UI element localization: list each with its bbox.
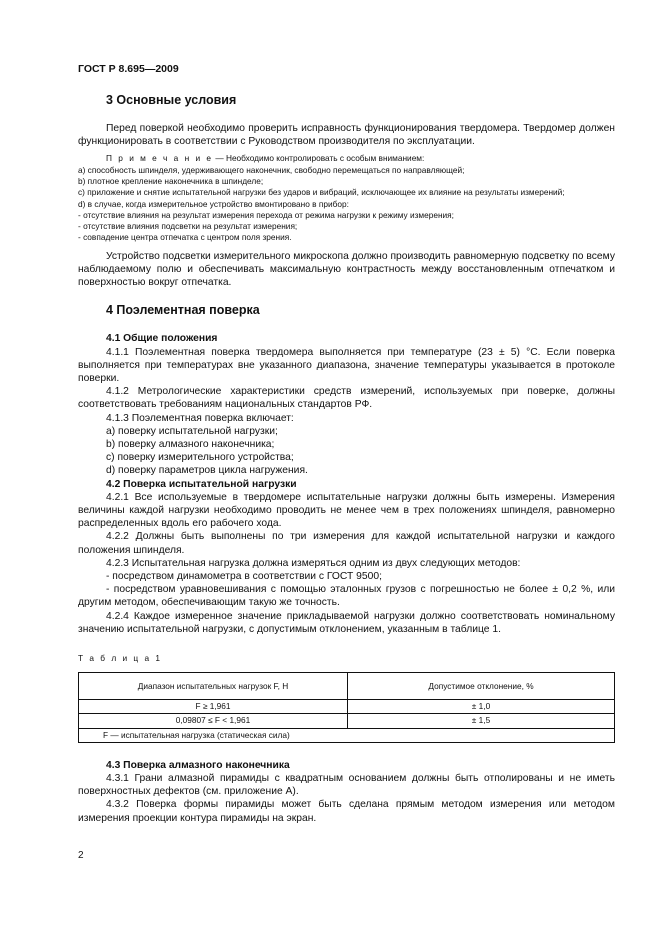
clause-4-2-1: 4.2.1 Все используемые в твердомере испытательные нагрузки должны быть измерены. Измерения величины каждой нагрузки необходимо проводить не менее чем в трех положениях шпинделя, равномерно распределенных вдоль его рабочего хода.: [78, 491, 615, 530]
table-header-row: [79, 673, 615, 700]
clause-4-2-2: 4.2.2 Должны быть выполнены по три измерения для каждой испытательной нагрузки и каждого положения шпинделя.: [78, 531, 615, 556]
note-item: d) в случае, когда измерительное устройство вмонтировано в прибор:: [78, 198, 349, 209]
subsection-4-2-title: 4.2 Поверка испытательной нагрузки: [106, 478, 297, 490]
document-code: ГОСТ Р 8.695—2009: [78, 63, 179, 75]
clause-4-1-2: 4.1.2 Метрологические характеристики средств измерений, используемых при поверке, должны соответствовать требованиям национальных стандартов РФ.: [78, 386, 615, 411]
clause-4-1-3: 4.1.3 Поэлементная поверка включает:: [106, 412, 294, 424]
list-item: d) поверку параметров цикла нагружения.: [106, 465, 308, 477]
table-cell: 0,09807 ≤ F < 1,961: [79, 714, 348, 728]
table-header-cell: Допустимое отклонение, %: [348, 673, 615, 700]
subsection-4-3-title: 4.3 Поверка алмазного наконечника: [106, 759, 290, 771]
list-item: - посредством динамометра в соответствии с ГОСТ 9500;: [106, 571, 382, 583]
clause-4-2-4: 4.2.4 Каждое измеренное значение прикладываемой нагрузки должно соответствовать номинальному значению испытательной нагрузки, с допустимым отклонением, указанным в таблице 1.: [78, 610, 615, 635]
note-item: b) плотное крепление наконечника в шпинделе;: [78, 176, 264, 186]
clause-4-3-2: 4.3.2 Поверка формы пирамиды может быть сделана прямым методом измерения или методом измерения проекции контура пирамиды на экран.: [78, 799, 615, 824]
note-intro: [78, 153, 615, 164]
section-3-paragraph-2: Устройство подсветки измерительного микроскопа должно производить равномерную подсветку по всему наблюдаемому полю и обеспечивать максимальную контрастность между восстановленным отпечатком и поверхностью вокруг отпечатка.: [78, 250, 615, 289]
list-item: b) поверку алмазного наконечника;: [106, 439, 275, 451]
note-item: - отсутствие влияния подсветки на результат измерения;: [78, 221, 298, 232]
list-item: - посредством уравновешивания с помощью эталонных грузов с погрешностью не более ± 0,2 %, или другим методом, обеспечивающим такую же точность.: [78, 584, 615, 609]
table-cell: F ≥ 1,961: [79, 700, 348, 714]
table-cell: ± 1,5: [348, 714, 615, 728]
list-item: с) поверку измерительного устройства;: [106, 452, 294, 464]
tolerance-table: [78, 672, 615, 743]
note-item: а) способность шпинделя, удерживающего наконечник, свободно перемещаться по направляющей;: [78, 164, 465, 175]
clause-4-3-1: 4.3.1 Грани алмазной пирамиды с квадратным основанием должны быть отполированы и не иметь поверхностных дефектов (см. приложение А).: [78, 773, 615, 798]
note-item: - отсутствие влияния на результат измерения перехода от режима нагрузки к режиму измерения;: [78, 209, 454, 220]
section-4-heading: 4 Поэлементная поверка: [106, 303, 260, 318]
table-row: [79, 700, 615, 714]
table-header-cell: Диапазон испытательных нагрузок F, Н: [79, 673, 348, 700]
page-number: 2: [78, 850, 84, 861]
page-content: [78, 93, 615, 825]
section-3-paragraph-1: Перед поверкой необходимо проверить исправность функционирования твердомера. Твердомер должен функционировать в соответствии с Руководством производителя по эксплуатации.: [78, 123, 615, 148]
note-item: - совпадение центра отпечатка с центром поля зрения.: [78, 232, 292, 243]
clause-4-1-1: 4.1.1 Поэлементная поверка твердомера выполняется при температуре (23 ± 5) °С. Если поверка выполняется при температурах вне указанного диапазона, значение температуры указывается в протоколе поверки.: [78, 346, 615, 384]
section-3-heading: 3 Основные условия: [106, 93, 237, 107]
subsection-4-1-title: 4.1 Общие положения: [106, 333, 218, 345]
clause-4-2-3: 4.2.3 Испытательная нагрузка должна измеряться одним из двух следующих методов:: [106, 557, 521, 569]
note-item: с) приложение и снятие испытательной нагрузки без ударов и вибраций, исключающее их влияние на результаты измерений;: [78, 187, 565, 198]
table-note: F — испытательная нагрузка (статическая сила): [79, 728, 615, 742]
table-cell: ± 1,0: [348, 700, 615, 714]
table-caption: Т а б л и ц а 1: [78, 653, 163, 664]
note-text: — Необходимо контролировать с особым вниманием:: [213, 153, 425, 164]
list-item: а) поверку испытательной нагрузки;: [106, 425, 278, 437]
note-label: П р и м е ч а н и е: [106, 153, 214, 164]
table-row: [79, 714, 615, 728]
table-note-row: [79, 728, 615, 742]
